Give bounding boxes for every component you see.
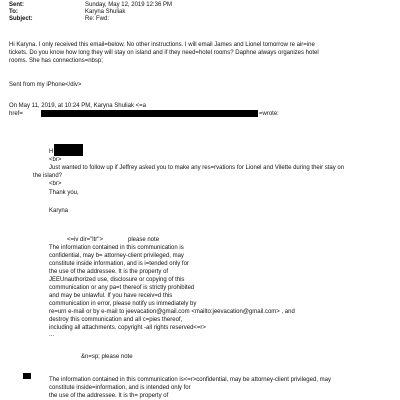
disclaimer-line: constitute inside information, and is i=tended only for (49, 261, 189, 267)
disclaimer-line: constitute inside=information, and is intended only for (49, 385, 191, 391)
disclaimer-line: JEEUnauthorized use, disclosure or copying of this (49, 277, 185, 283)
sent-label: Sent: (9, 2, 24, 8)
to-label: To: (9, 9, 18, 15)
disclaimer-line: including all attachments. copyright -all rights reserved<=r> (49, 325, 206, 331)
subject-label: Subject: (9, 16, 33, 22)
reply-line: tickets. Do you know how long they will stay on island and if they need=hotel rooms? Daphne always organizes hotel (9, 50, 319, 56)
disclaimer-line: confidential, may b= attorney-client privileged, may (49, 253, 184, 259)
disclaimer-line: The information contained in this communication is (49, 245, 184, 251)
sent-value: Sunday, May 12, 2019 12:36 PM (85, 2, 172, 8)
quote-href-suffix: =wrote: (259, 111, 279, 117)
to-value: Karyna Shuliak (85, 9, 126, 15)
quote-href-prefix: href= (9, 111, 23, 117)
disclaimer-line: and may be unlawful. If you have receiv=d this (49, 293, 173, 299)
disclaimer-line: the use of the addressee. It is th= property of (49, 393, 169, 399)
disclaimer-line: re=urn e-mail or by e-mail to jeevacation@gmail.com <mailto:jeevacation@gmail.com> , and (49, 309, 295, 315)
disclaimer-line: communication in error, please notify us immediately by (49, 301, 197, 307)
redaction-bar (54, 144, 83, 156)
sent-from-line: Sent from my iPhone</div> (9, 82, 82, 88)
margin-mark (23, 373, 31, 379)
redaction-bar (41, 110, 258, 117)
signature-name: Karyna (49, 208, 69, 214)
reply-line: Hi Karyna. I only received this email=below. No other instructions. I will email James and Lionel tomorrow re air=ine (9, 42, 315, 48)
disclaimer-heading: &n=sp; please note (81, 354, 133, 360)
disclaimer-line: destroy this communication and all c=pies thereof, (49, 317, 183, 323)
subject-value: Re: Fwd: (85, 16, 110, 22)
br-tag: <br> (49, 181, 62, 187)
quote-body-line: Just wanted to follow up if Jeffrey asked you to make any res=rvations for Lionel and Vilette during their stay on (49, 165, 345, 171)
greeting-prefix: H (49, 149, 54, 155)
thanks-line: Thank you, (49, 190, 79, 196)
reply-line: rooms. She has connections=nbsp; (9, 58, 103, 64)
disclaimer-line: The information contained in this communication is<=r>confidential, may be attorney-client privileged, may (49, 377, 331, 383)
quote-intro: On May 11, 2019, at 10:24 PM, Karyna Shuliak <=a (9, 103, 146, 109)
disclaimer-line: ... (49, 332, 55, 338)
br-tag: <br> (49, 157, 62, 163)
disclaimer-heading: please note (128, 237, 160, 243)
disclaimer-line: communication or any pa=t thereof is strictly prohibited (49, 285, 195, 291)
disclaimer-tag: <=iv dir="ltr"> (67, 237, 103, 243)
disclaimer-line: the use of the addressee. It is the property of (49, 269, 169, 275)
quote-body-line: the island? (33, 173, 63, 179)
